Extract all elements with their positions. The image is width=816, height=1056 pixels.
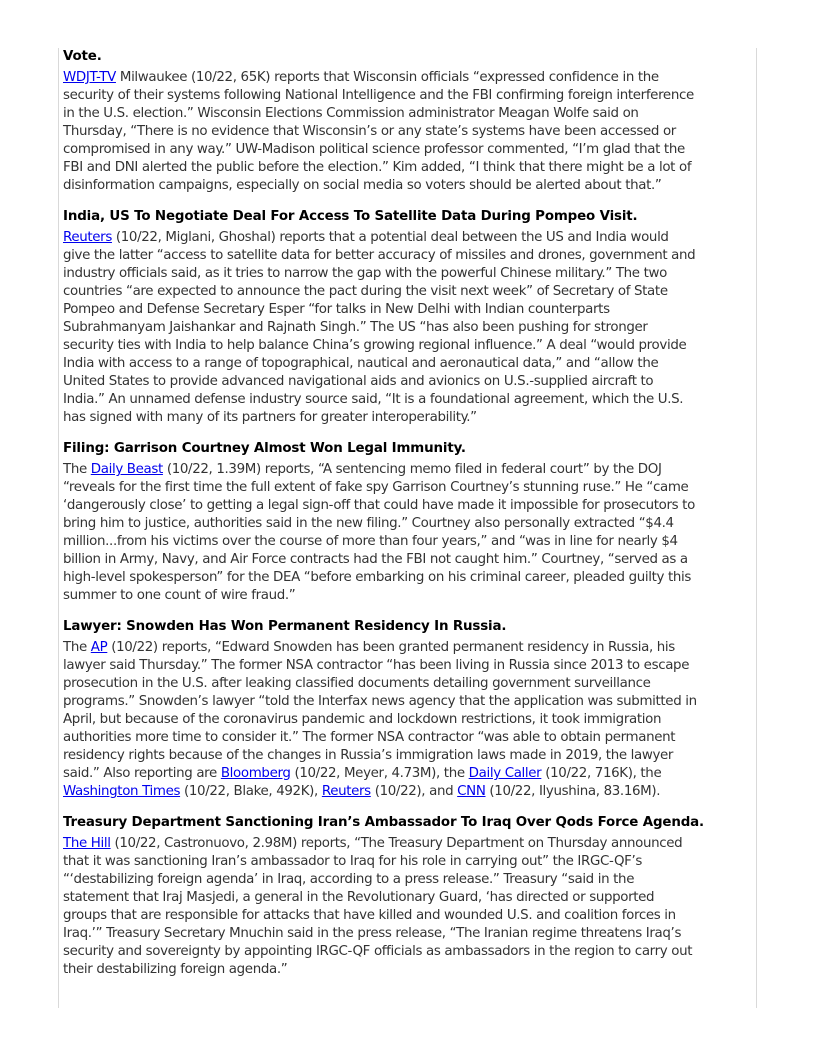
text-line: [63, 355, 763, 373]
text-line: [63, 871, 763, 889]
text-line: [63, 729, 763, 747]
story-headline: Filing: Garrison Courtney Almost Won Legal Immunity.: [63, 441, 466, 456]
body-text: prosecution in the U.S. after leaking classified documents detailing government surveillance: [63, 676, 651, 691]
body-text: in the U.S. election.” Wisconsin Elections Commission administrator Meagan Wolfe said on: [63, 106, 639, 121]
story-body: [63, 461, 763, 605]
body-text: April, but because of the coronavirus pandemic and lockdown restrictions, it took immigration: [63, 712, 662, 727]
story-headline: Lawyer: Snowden Has Won Permanent Residency In Russia.: [63, 619, 507, 634]
body-text: that it was sanctioning Iran’s ambassador to Iraq for his role in carrying out” the IRGC-QF’s: [63, 854, 643, 869]
story-body: [63, 229, 763, 427]
body-text: said.” Also reporting are: [63, 766, 221, 781]
text-line: [63, 783, 763, 801]
source-link-cnn[interactable]: CNN: [457, 784, 486, 799]
text-line: [63, 747, 763, 765]
body-text: Iraq.’” Treasury Secretary Mnuchin said in the press release, “The Iranian regime threatens Iraq’s: [63, 926, 682, 941]
text-line: [63, 159, 763, 177]
text-line: [63, 105, 763, 123]
text-line: [63, 141, 763, 159]
body-text: Thursday, “There is no evidence that Wisconsin’s or any state’s systems have been accessed or: [63, 124, 676, 139]
text-line: [63, 229, 763, 247]
story-headline: India, US To Negotiate Deal For Access To Satellite Data During Pompeo Visit.: [63, 209, 638, 224]
text-line: [63, 835, 763, 853]
text-line: [63, 265, 763, 283]
text-line: [63, 177, 763, 195]
body-text: “‘destabilizing foreign agenda’ in Iraq, according to a press release.” Treasury “said in the: [63, 872, 635, 887]
text-line: [63, 639, 763, 657]
body-text: programs.” Snowden’s lawyer “told the Interfax news agency that the application was submitted in: [63, 694, 697, 709]
text-line: [63, 693, 763, 711]
body-text: The: [63, 640, 91, 655]
text-line: [63, 943, 763, 961]
body-text: security and sovereignty by appointing IRGC-QF officials as ambassadors in the region to carry out: [63, 944, 693, 959]
text-line: [63, 551, 763, 569]
source-link-ap[interactable]: AP: [90, 640, 108, 655]
body-text: high-level spokesperson” for the DEA “before embarking on his criminal career, pleaded guilty this: [63, 570, 692, 585]
source-link-wdjt-tv[interactable]: WDJT-TV: [63, 70, 116, 85]
text-line: [63, 87, 763, 105]
text-line: [63, 337, 763, 355]
body-text: FBI and DNI alerted the public before the election.” Kim added, “I think that there might be a lot of: [63, 160, 692, 175]
text-line: [63, 373, 763, 391]
body-text: disinformation campaigns, especially on social media so voters should be alerted about that.”: [63, 178, 662, 193]
text-line: [63, 925, 763, 943]
source-link-washington-times[interactable]: Washington Times: [63, 784, 181, 799]
text-line: [63, 765, 763, 783]
body-text: security ties with India to help balance China’s growing regional influence.” A deal “would provide: [63, 338, 687, 353]
body-text: authorities more time to consider it.” The former NSA contractor “was able to obtain permanent: [63, 730, 676, 745]
text-line: [63, 301, 763, 319]
body-text: bring him to justice, authorities said in the new filing.” Courtney also personally extracted “$4.4: [63, 516, 674, 531]
story-body: [63, 639, 763, 801]
text-line: [63, 69, 763, 87]
text-line: [63, 479, 763, 497]
body-text: (10/22, Miglani, Ghoshal) reports that a potential deal between the US and India would: [111, 230, 669, 245]
body-text: (10/22) reports, “Edward Snowden has been granted permanent residency in Russia, his: [107, 640, 675, 655]
body-text: (10/22, 1.39M) reports, “A sentencing memo filed in federal court” by the DOJ: [162, 462, 662, 477]
text-line: [63, 247, 763, 265]
text-line: [63, 675, 763, 693]
text-line: [63, 907, 763, 925]
body-text: (10/22), and: [370, 784, 458, 799]
text-line: [63, 283, 763, 301]
body-text: United States to provide advanced navigational aids and avionics on U.S.-supplied aircraft to: [63, 374, 654, 389]
body-text: “reveals for the first time the full extent of fake spy Garrison Courtney’s stunning ruse.” He “came: [63, 480, 689, 495]
body-text: industry officials said, as it tries to narrow the gap with the powerful Chinese military.” The two: [63, 266, 667, 281]
body-text: India with access to a range of topographical, nautical and aeronautical data,” and “allow the: [63, 356, 659, 371]
body-text: billion in Army, Navy, and Air Force contracts had the FBI not caught him.” Courtney, “served as a: [63, 552, 688, 567]
body-text: ‘dangerously close’ to getting a legal sign-off that could have made it impossible for prosecutors to: [63, 498, 695, 513]
body-text: compromised in any way.” UW-Madison political science professor commented, “I’m glad that the: [63, 142, 685, 157]
text-line: [63, 657, 763, 675]
body-text: (10/22, Ilyushina, 83.16M).: [485, 784, 661, 799]
body-text: has signed with many of its partners for greater interoperability.”: [63, 410, 477, 425]
text-line: [63, 461, 763, 479]
body-text: million...from his victims over the course of more than four years,” and “was in line for nearly $4: [63, 534, 678, 549]
source-link-daily-caller[interactable]: Daily Caller: [468, 766, 542, 781]
body-text: Milwaukee (10/22, 65K) reports that Wisconsin officials “expressed confidence in the: [115, 70, 659, 85]
body-text: (10/22, Meyer, 4.73M), the: [290, 766, 469, 781]
body-text: countries “are expected to announce the pact during the visit next week” of Secretary of State: [63, 284, 668, 299]
body-text: India.” An unnamed defense industry source said, “It is a foundational agreement, which the U.S.: [63, 392, 684, 407]
news-story: [63, 48, 763, 195]
text-line: [63, 497, 763, 515]
body-text: (10/22, Castronuovo, 2.98M) reports, “The Treasury Department on Thursday announced: [110, 836, 683, 851]
text-line: [63, 515, 763, 533]
body-text: residency rights because of the changes in Russia’s immigration laws made in 2019, the lawyer: [63, 748, 674, 763]
text-line: [63, 889, 763, 907]
text-line: [63, 569, 763, 587]
body-text: Subrahmanyam Jaishankar and Rajnath Singh.” The US “has also been pushing for stronger: [63, 320, 648, 335]
body-text: give the latter “access to satellite data for better accuracy of missiles and drones, government and: [63, 248, 696, 263]
text-line: [63, 853, 763, 871]
text-line: [63, 409, 763, 427]
text-line: [63, 391, 763, 409]
body-text: summer to one count of wire fraud.”: [63, 588, 296, 603]
story-headline: Treasury Department Sanctioning Iran’s Ambassador To Iraq Over Qods Force Agenda.: [63, 815, 704, 830]
source-link-reuters[interactable]: Reuters: [321, 784, 371, 799]
source-link-reuters[interactable]: Reuters: [63, 230, 112, 245]
body-text: Pompeo and Defense Secretary Esper “for talks in New Delhi with Indian counterparts: [63, 302, 610, 317]
body-text: their destabilizing foreign agenda.”: [63, 962, 288, 977]
news-story: [63, 814, 763, 979]
story-body: [63, 69, 763, 195]
source-link-daily-beast[interactable]: Daily Beast: [90, 462, 163, 477]
text-line: [63, 319, 763, 337]
news-story: [63, 618, 763, 801]
body-text: statement that Iraj Masjedi, a general in the Revolutionary Guard, ‘has directed or supported: [63, 890, 655, 905]
body-text: security of their systems following National Intelligence and the FBI confirming foreign interference: [63, 88, 694, 103]
text-line: [63, 961, 763, 979]
text-line: [63, 123, 763, 141]
body-text: (10/22, 716K), the: [541, 766, 662, 781]
source-link-bloomberg[interactable]: Bloomberg: [220, 766, 291, 781]
source-link-the-hill[interactable]: The Hill: [63, 836, 111, 851]
body-text: groups that are responsible for attacks that have killed and wounded U.S. and coalition forces in: [63, 908, 676, 923]
body-text: The: [63, 462, 91, 477]
news-story: [63, 208, 763, 427]
text-line: [63, 533, 763, 551]
body-text: (10/22, Blake, 492K),: [180, 784, 322, 799]
story-headline: Vote.: [63, 49, 102, 64]
text-line: [63, 711, 763, 729]
story-body: [63, 835, 763, 979]
text-line: [63, 587, 763, 605]
news-story: [63, 440, 763, 605]
body-text: lawyer said Thursday.” The former NSA contractor “has been living in Russia since 2013 to escape: [63, 658, 690, 673]
